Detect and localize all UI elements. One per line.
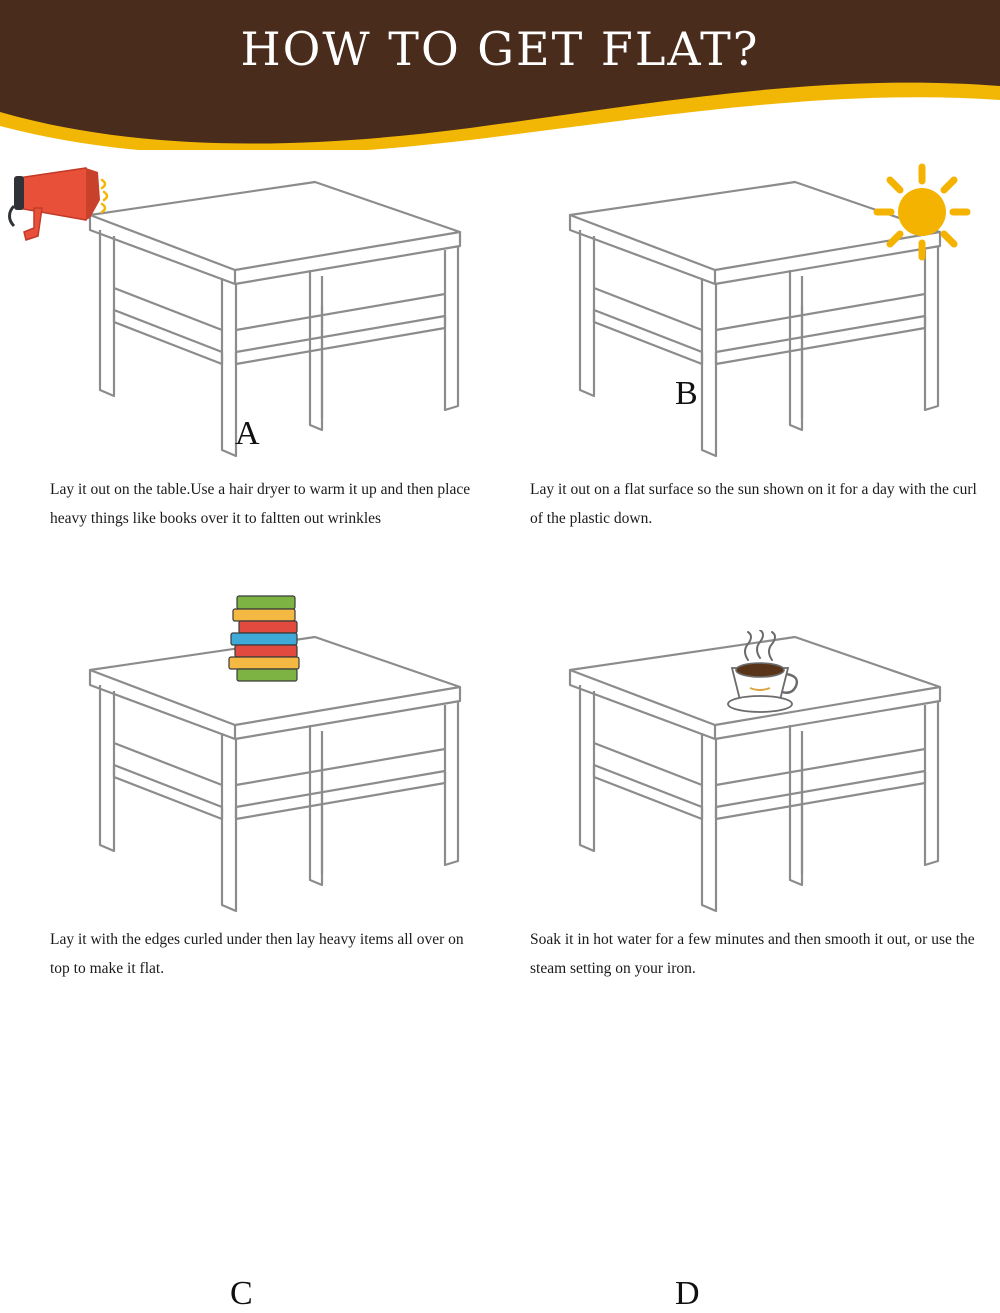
stack-of-books-icon: [215, 590, 325, 700]
panel-d: [510, 575, 980, 1312]
panel-letter: B: [675, 375, 698, 412]
hair-dryer-icon: [8, 160, 148, 250]
panel-letter: A: [235, 415, 260, 452]
panel-caption: Soak it in hot water for a few minutes and then smooth it out, or use the steam setting on your iron.: [530, 931, 975, 977]
panel-caption: Lay it out on a flat surface so the sun shown on it for a day with the curl of the plastic down.: [530, 481, 977, 527]
panel-a: [30, 160, 490, 550]
panel-b: [510, 160, 980, 550]
panel-c: [30, 575, 490, 1312]
page-header: [0, 0, 1000, 150]
panel-letter: D: [675, 1275, 700, 1312]
panel-letter: C: [230, 1275, 253, 1312]
panel-caption: Lay it with the edges curled under then lay heavy items all over on top to make it flat.: [50, 931, 464, 977]
sun-icon: [865, 155, 980, 270]
page-title: HOW TO GET FLAT?: [240, 22, 760, 76]
coffee-cup-icon: [710, 630, 810, 720]
panel-caption: Lay it out on the table.Use a hair dryer to warm it up and then place heavy things like books over it to faltten out wrinkles: [50, 481, 471, 527]
